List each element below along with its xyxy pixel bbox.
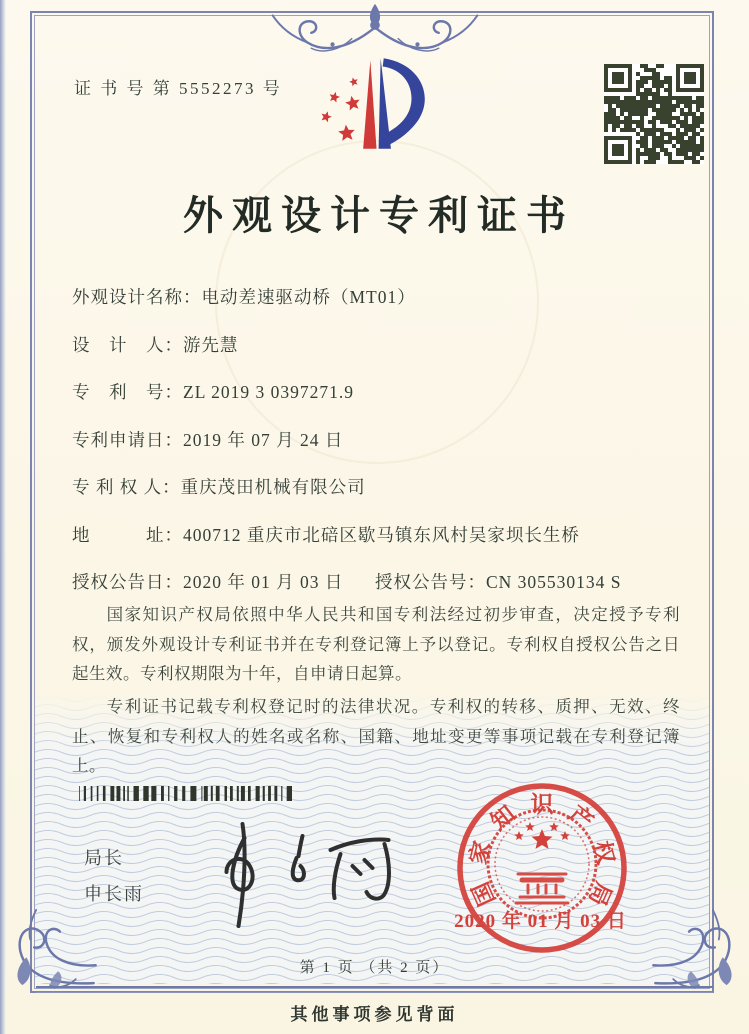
page-title: 外观设计专利证书	[183, 193, 575, 238]
field-designer	[72, 332, 580, 357]
legal-text	[72, 600, 680, 781]
scan-edge	[0, 0, 6, 1034]
page-number: 第 1 页 （共 2 页）	[299, 960, 450, 976]
legal-paragraph-1: 国家知识产权局依照中华人民共和国专利法经过初步审查，决定授予专利权，颁发外观设计专利证书并在专利登记簿上予以登记。专利权自授权公告之日起生效。专利权期限为十年，自申请日起算。	[72, 605, 680, 684]
svg-text:识: 识	[530, 792, 554, 817]
field-value: 重庆茂田机械有限公司	[180, 477, 366, 497]
field-filing-date	[72, 427, 580, 452]
svg-text:国: 国	[467, 878, 501, 910]
field-label: 外观设计名称：	[72, 287, 202, 307]
field-address	[72, 522, 580, 547]
field-value: 游先慧	[183, 334, 239, 355]
grant-no	[375, 569, 622, 594]
field-value: 2019 年 07 月 24 日	[183, 429, 344, 450]
bottom-rule	[36, 986, 713, 993]
svg-text:权: 权	[588, 838, 619, 867]
field-label: 地 址：	[72, 524, 183, 545]
field-label: 专 利 权 人：	[72, 477, 181, 497]
field-value: 电动差速驱动桥（MT01）	[201, 287, 416, 307]
legal-paragraph-2: 专利证书记载专利权登记时的法律状况。专利权的转移、质押、无效、终止、恢复和专利权人的姓名或名称、国籍、地址变更等事项记载在专利登记簿上。	[72, 697, 680, 776]
back-note: 其他事项参见背面	[290, 1005, 459, 1024]
field-label: 专利申请日：	[72, 429, 183, 450]
director-name: 申长雨	[84, 884, 144, 904]
top-flourish-ornament	[255, 0, 495, 56]
svg-text:知: 知	[486, 801, 520, 835]
cnipa-patent-logo-icon	[318, 50, 433, 158]
grant-date-value: 2020 年 01 月 03 日	[183, 572, 344, 592]
field-label: 专 利 号：	[72, 382, 183, 402]
director-handwritten-signature	[190, 820, 405, 930]
svg-text:局: 局	[583, 878, 617, 910]
signature-block	[84, 840, 144, 912]
field-value: ZL 2019 3 0397271.9	[183, 382, 354, 402]
grant-no-label: 授权公告号：	[375, 572, 486, 592]
director-title: 局长	[84, 848, 124, 868]
logo-stars	[322, 77, 360, 140]
svg-text:产: 产	[564, 801, 598, 835]
field-patent-no	[72, 379, 580, 404]
field-design-name	[72, 284, 580, 309]
grant-date-label: 授权公告日：	[72, 572, 183, 592]
grant-no-value: CN 305530134 S	[486, 572, 622, 592]
svg-text:家: 家	[465, 838, 496, 867]
certificate-number: 证 书 号 第 5552273 号	[74, 79, 283, 98]
field-patentee	[72, 474, 580, 499]
seal-date: 2020 年 01 月 03 日	[454, 911, 627, 932]
field-grant-row	[72, 569, 622, 594]
qr-code-icon	[604, 64, 704, 164]
field-label: 设 计 人：	[72, 334, 183, 355]
field-list	[72, 284, 622, 617]
field-value: 400712 重庆市北碚区歇马镇东风村吴家坝长生桥	[183, 524, 580, 545]
barcode-icon	[78, 786, 292, 801]
